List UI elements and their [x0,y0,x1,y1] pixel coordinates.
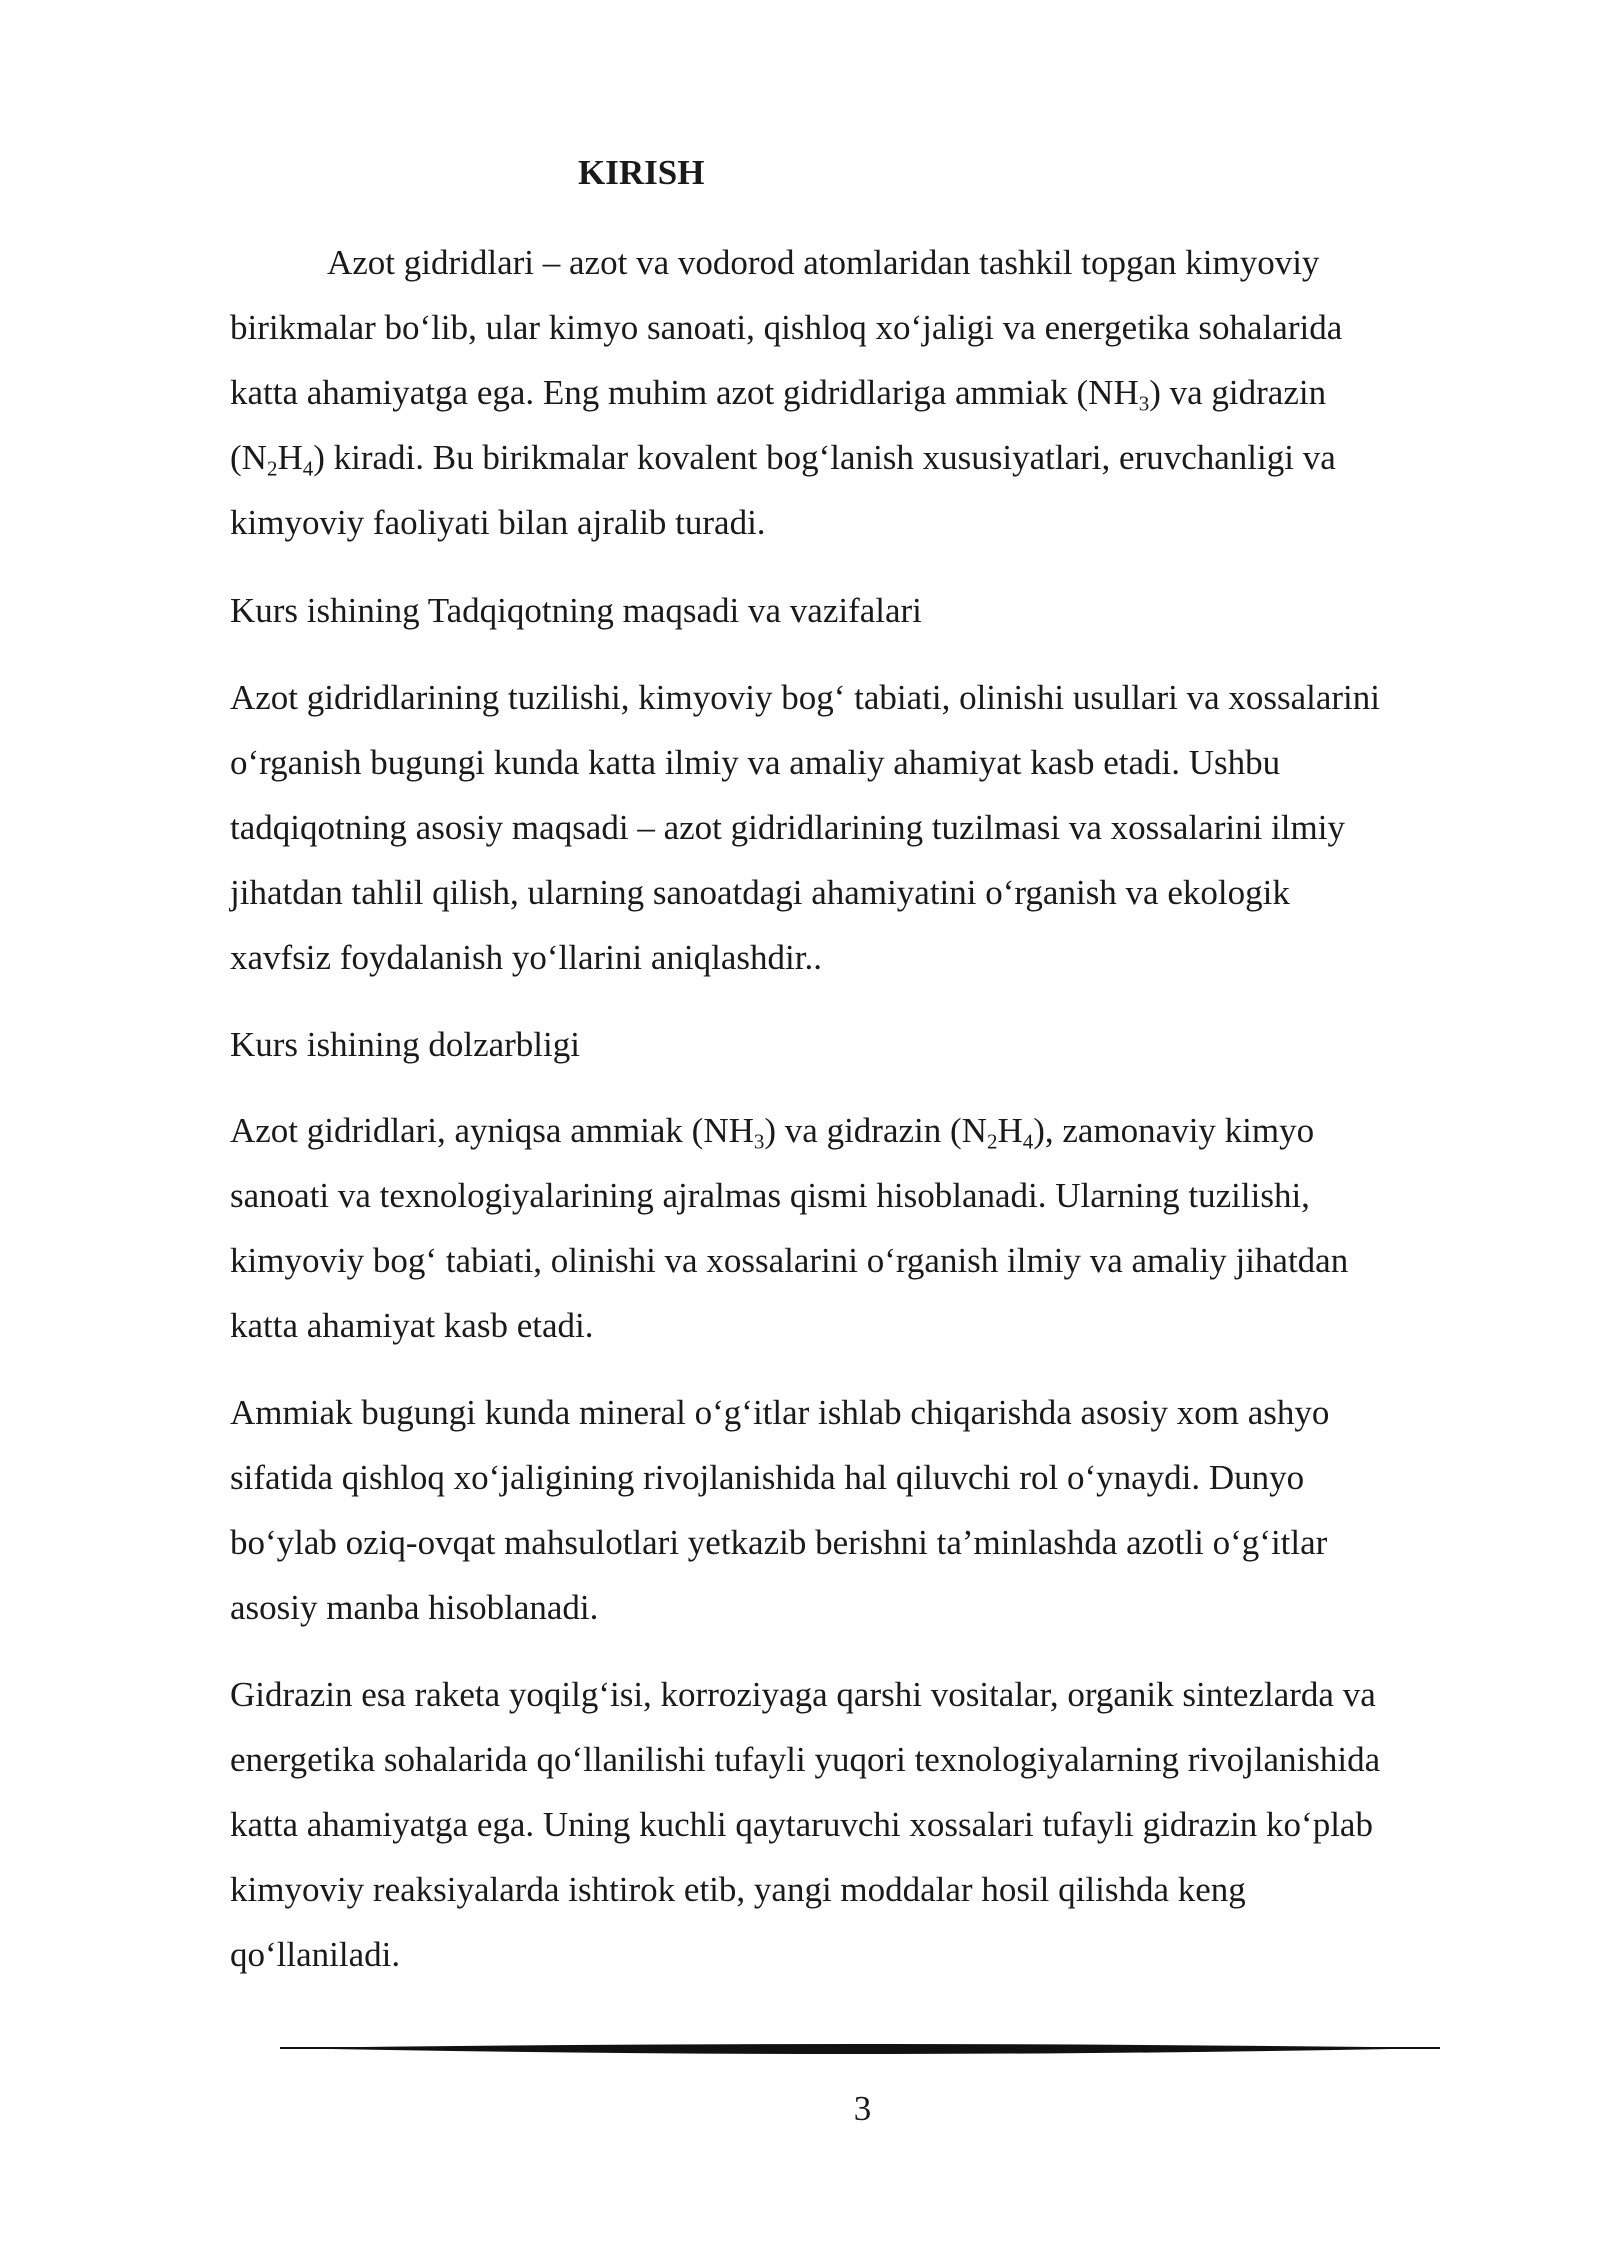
section-heading-purpose: Kurs ishining Tadqiqotning maqsadi va vazifalari [230,591,922,630]
section-heading-relevance: Kurs ishining dolzarbligi [230,1025,580,1064]
subscript: 2 [986,1129,998,1154]
intro-line-4-part-a: (N [230,438,267,477]
purpose-line-5: xavfsiz foydalanish yo‘llarini aniqlashdir.. [230,938,822,977]
relevance-line-1-part-m: H [997,1111,1023,1150]
purpose-line-4: jihatdan tahlil qilish, ularning sanoatdagi ahamiyatini o‘rganish va ekologik [230,873,1290,912]
subscript: 3 [1138,391,1150,416]
ammonia-line-3: bo‘ylab oziq-ovqat mahsulotlari yetkazib berishni ta’minlashda azotli o‘g‘itlar [230,1523,1328,1562]
intro-paragraph [230,230,1480,555]
relevance-line-1 [230,1098,1480,1163]
purpose-line-1: Azot gidridlarining tuzilishi, kimyoviy bog‘ tabiati, olinishi usullari va xossalarini [230,678,1380,717]
subscript: 2 [266,456,278,481]
relevance-line-1-part-a: Azot gidridlari, ayniqsa ammiak (NH [230,1111,754,1150]
hydrazine-line-1: Gidrazin esa raketa yoqilg‘isi, korroziyaga qarshi vositalar, organik sintezlarda va [230,1675,1376,1714]
subscript: 4 [1022,1129,1034,1154]
purpose-line-2: o‘rganish bugungi kunda katta ilmiy va amaliy ahamiyat kasb etadi. Ushbu [230,743,1281,782]
purpose-paragraph [230,665,1480,990]
subscript: 4 [302,456,314,481]
page-number: 3 [853,2089,872,2128]
page-title: KIRISH [578,153,705,192]
relevance-line-4: katta ahamiyat kasb etadi. [230,1306,594,1345]
ammonia-line-2: sifatida qishloq xo‘jaligining rivojlanishida hal qiluvchi rol o‘ynaydi. Dunyo [230,1458,1305,1497]
purpose-line-3: tadqiqotning asosiy maqsadi – azot gidridlarining tuzilmasi va xossalarini ilmiy [230,808,1345,847]
subscript: 3 [753,1129,765,1154]
hydrazine-line-3: katta ahamiyatga ega. Uning kuchli qaytaruvchi xossalari tufayli gidrazin ko‘plab [230,1805,1373,1844]
intro-line-3 [230,360,1480,425]
hydrazine-line-2: energetika sohalarida qo‘llanilishi tufayli yuqori texnologiyalarning rivojlanishida [230,1740,1381,1779]
ammonia-line-4: asosiy manba hisoblanadi. [230,1588,599,1627]
ammonia-line-1: Ammiak bugungi kunda mineral o‘g‘itlar ishlab chiqarishda asosiy xom ashyo [230,1393,1330,1432]
relevance-line-2: sanoati va texnologiyalarining ajralmas qismi hisoblanadi. Ularning tuzilishi, [230,1176,1310,1215]
hydrazine-line-4: kimyoviy reaksiyalarda ishtirok etib, yangi moddalar hosil qilishda keng [230,1870,1246,1909]
relevance-line-1-part-c: ), zamonaviy kimyo [1033,1111,1315,1150]
hydrazine-paragraph [230,1662,1480,1987]
intro-line-4-part-b: ) kiradi. Bu birikmalar kovalent bog‘lanish xususiyatlari, eruvchanligi va [313,438,1336,477]
intro-line-5: kimyoviy faoliyati bilan ajralib turadi. [230,503,766,542]
intro-line-3-part-b: ) va gidrazin [1149,373,1327,412]
footer-divider [280,2042,1440,2056]
intro-line-4-part-m: H [277,438,303,477]
relevance-paragraph [230,1098,1480,1358]
intro-line-3-part-a: katta ahamiyatga ega. Eng muhim azot gidridlariga ammiak (NH [230,373,1139,412]
intro-line-4 [230,425,1480,490]
intro-line-1: Azot gidridlari – azot va vodorod atomlaridan tashkil topgan kimyoviy [327,243,1320,282]
ammonia-paragraph [230,1380,1480,1640]
relevance-line-3: kimyoviy bog‘ tabiati, olinishi va xossalarini o‘rganish ilmiy va amaliy jihatdan [230,1241,1349,1280]
relevance-line-1-part-b: ) va gidrazin (N [764,1111,987,1150]
hydrazine-line-5: qo‘llaniladi. [230,1935,401,1974]
intro-line-2: birikmalar bo‘lib, ular kimyo sanoati, qishloq xo‘jaligi va energetika sohalarida [230,308,1343,347]
